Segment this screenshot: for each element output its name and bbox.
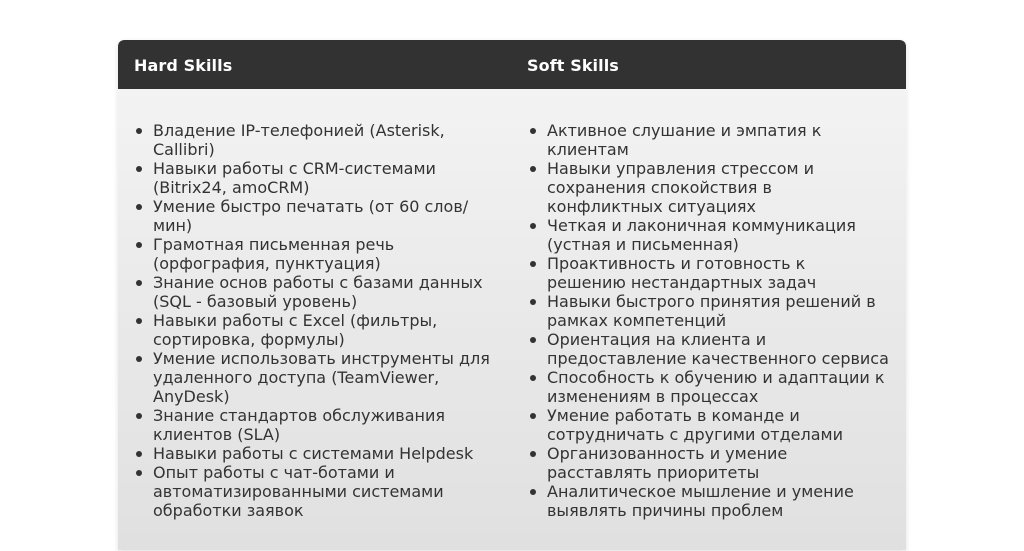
table-header xyxy=(118,40,906,89)
list-item: Опыт работы с чат-ботами и автоматизированными системами обработки заявок xyxy=(135,463,495,520)
list-item: Навыки быстрого принятия решений в рамках компетенций xyxy=(529,292,889,330)
list-item: Умение использовать инструменты для удаленного доступа (TeamViewer, AnyDesk) xyxy=(135,349,495,406)
list-item: Умение работать в команде и сотрудничать с другими отделами xyxy=(529,406,889,444)
hard-skills-list xyxy=(135,121,495,520)
list-item: Умение быстро печатать (от 60 слов/мин) xyxy=(135,197,495,235)
list-item: Проактивность и готовность к решению нестандартных задач xyxy=(529,254,889,292)
list-item: Навыки работы с Excel (фильтры, сортировка, формулы) xyxy=(135,311,495,349)
skills-table xyxy=(118,40,906,550)
list-item: Способность к обучению и адаптации к изменениям в процессах xyxy=(529,368,889,406)
soft-skills-list xyxy=(529,121,889,520)
list-item: Ориентация на клиента и предоставление качественного сервиса xyxy=(529,330,889,368)
list-item: Владение IP-телефонией (Asterisk, Callibri) xyxy=(135,121,495,159)
list-item: Навыки управления стрессом и сохранения спокойствия в конфликтных ситуациях xyxy=(529,159,889,216)
list-item: Активное слушание и эмпатия к клиентам xyxy=(529,121,889,159)
list-item: Организованность и умение расставлять приоритеты xyxy=(529,444,889,482)
table-body xyxy=(118,89,906,550)
header-hard-skills: Hard Skills xyxy=(134,56,233,75)
list-item: Грамотная письменная речь (орфография, пунктуация) xyxy=(135,235,495,273)
list-item: Навыки работы с системами Helpdesk xyxy=(135,444,495,463)
list-item: Навыки работы с CRM-системами (Bitrix24, amoCRM) xyxy=(135,159,495,197)
list-item: Знание основ работы с базами данных (SQL - базовый уровень) xyxy=(135,273,495,311)
header-soft-skills: Soft Skills xyxy=(527,56,619,75)
list-item: Аналитическое мышление и умение выявлять причины проблем xyxy=(529,482,889,520)
list-item: Четкая и лаконичная коммуникация (устная и письменная) xyxy=(529,216,889,254)
list-item: Знание стандартов обслуживания клиентов (SLA) xyxy=(135,406,495,444)
